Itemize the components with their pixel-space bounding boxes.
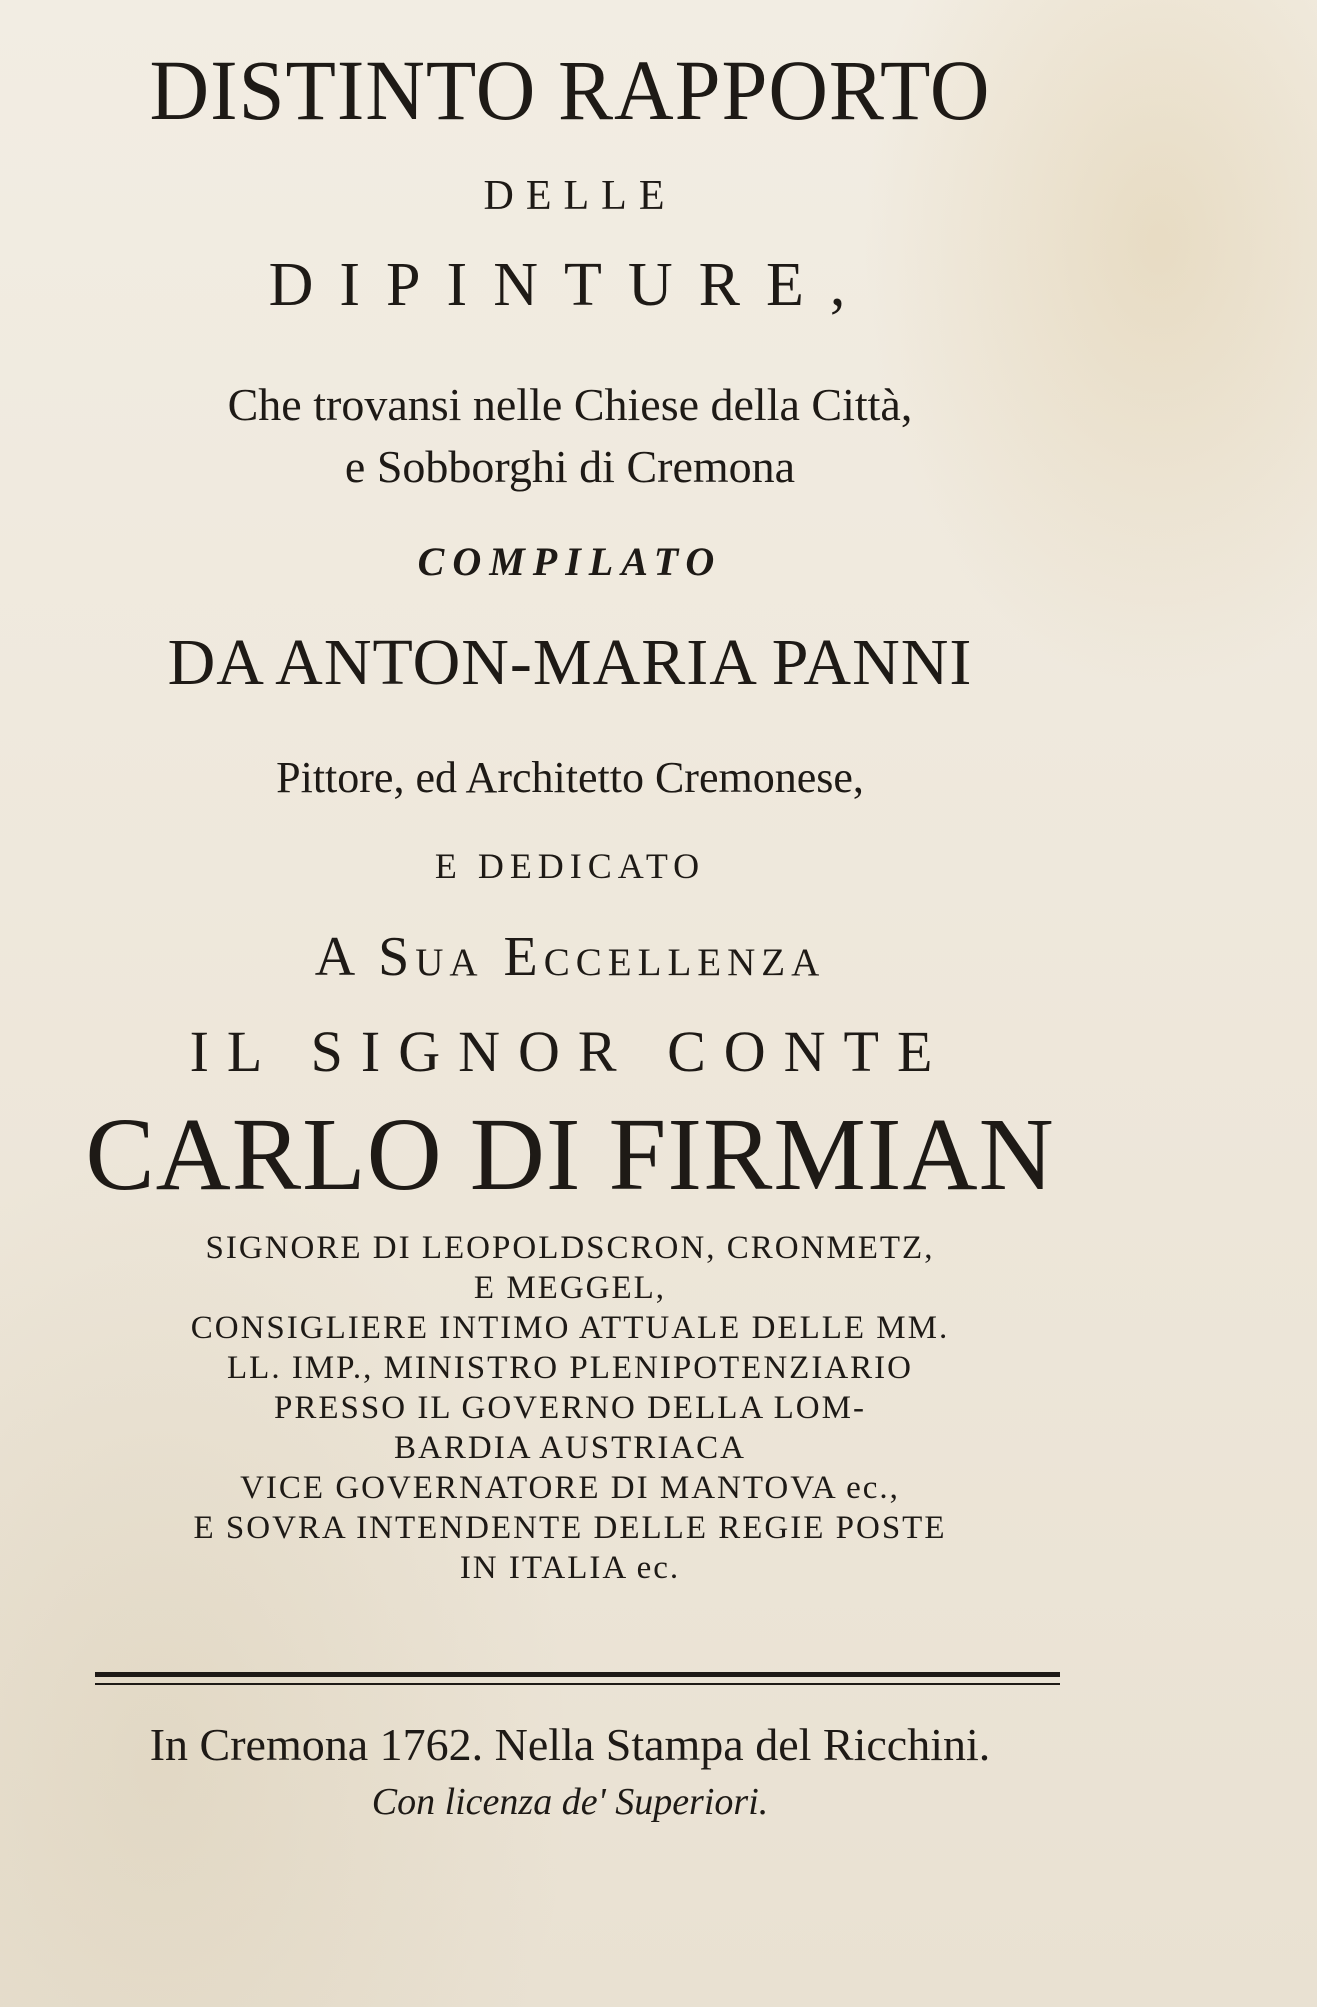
dedicatee-name: CARLO DI FIRMIAN [85,1097,1055,1212]
eccellenza-line: A Sua Eccellenza [314,926,826,988]
dedicato-line: E DEDICATO [434,846,706,886]
thin-rule [95,1683,1060,1685]
dedicatee-title-line: CONSIGLIERE INTIMO ATTUALE DELLE MM. [190,1310,950,1346]
dedicatee-title-line: LL. IMP., MINISTRO PLENIPOTENZIARIO [227,1350,913,1386]
dedicatee-title-line: BARDIA AUSTRIACA [394,1430,746,1466]
subtitle-line-2: e Sobborghi di Cremona [344,441,796,492]
dedicatee-title-line: VICE GOVERNATORE DI MANTOVA ec., [240,1470,900,1506]
profession-line: Pittore, ed Architetto Cremonese, [276,753,864,802]
subtitle-line-1: Che trovansi nelle Chiese della Città, [227,379,913,430]
dipinture-line: DIPINTURE, [268,251,872,319]
main-title: DISTINTO RAPPORTO [149,42,991,138]
dedicatee-title-line: IN ITALIA ec. [459,1550,681,1586]
thick-rule [95,1672,1060,1677]
dedicatee-title-line: SIGNORE DI LEOPOLDSCRON, CRONMETZ, [205,1230,935,1266]
dedicatee-title-line: E SOVRA INTENDENTE DELLE REGIE POSTE [193,1510,947,1546]
imprint-line: In Cremona 1762. Nella Stampa del Ricchini. [149,1719,991,1770]
dedicatee-title-line: E MEGGEL, [473,1270,667,1306]
delle-line: DELLE [483,173,677,219]
compilato-line: COMPILATO [417,539,723,584]
signor-conte-line: IL SIGNOR CONTE [189,1019,951,1084]
dedicatee-title-line: PRESSO IL GOVERNO DELLA LOM- [274,1390,866,1426]
licenza-line: Con licenza de' Superiori. [371,1781,769,1823]
author-line: DA ANTON-MARIA PANNI [167,626,973,699]
